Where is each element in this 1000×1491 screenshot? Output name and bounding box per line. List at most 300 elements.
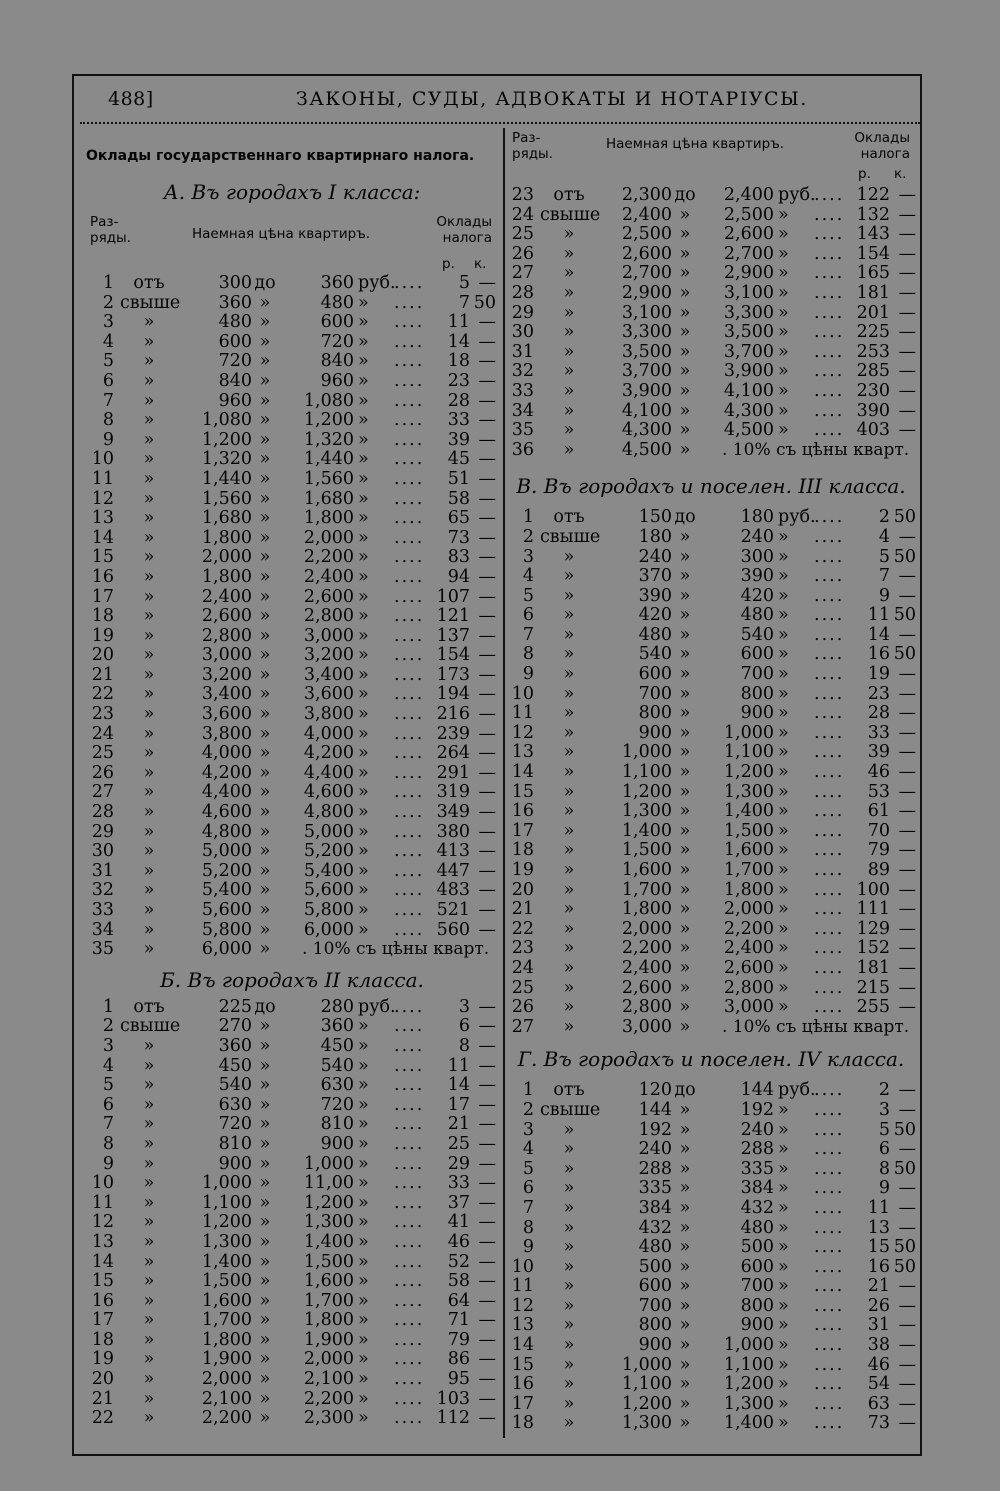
rank-number: 18	[91, 606, 114, 627]
rent-unit: »	[778, 1335, 789, 1356]
rank-word: »	[563, 1119, 575, 1140]
rent-to: 720	[320, 331, 354, 352]
section-g-heading: Г. Въ городахъ и поселен. IV класса.	[517, 1047, 905, 1072]
rent-unit: »	[358, 919, 369, 940]
tax-kopecks: —	[898, 341, 916, 362]
table-v	[506, 508, 916, 1037]
rank-word: »	[143, 390, 155, 411]
table-row	[506, 402, 916, 422]
rent-to: 5,200	[303, 841, 354, 862]
tax-kopecks: —	[898, 282, 916, 303]
rent-to: 1,680	[303, 488, 354, 509]
leader-dots: ....	[394, 312, 425, 333]
leader-dots: ....	[394, 1251, 425, 1272]
rank-word: »	[143, 841, 155, 862]
rent-to: 1,800	[723, 879, 774, 900]
rent-from: 180	[638, 526, 672, 547]
rent-to-word: »	[679, 400, 691, 421]
rent-from: 450	[218, 1055, 252, 1076]
rank-number: 7	[522, 1197, 534, 1218]
rank-number: 19	[511, 860, 534, 880]
rent-to-word: »	[259, 1290, 271, 1311]
rent-to-word: »	[679, 1139, 691, 1160]
tax-rubles: 39	[447, 429, 470, 450]
rank-number: 23	[511, 938, 534, 959]
rent-to-word: »	[259, 390, 271, 411]
tax-kopecks: —	[478, 723, 496, 744]
rent-unit: »	[778, 957, 789, 978]
table-row	[506, 822, 916, 842]
table-row	[506, 1018, 916, 1038]
rent-unit: »	[358, 1035, 369, 1056]
rent-from: 5,000	[201, 841, 252, 862]
rent-unit: »	[778, 605, 789, 626]
tax-kopecks: 50	[893, 1237, 916, 1258]
rent-from: 3,000	[621, 1016, 672, 1037]
table-row	[506, 802, 916, 822]
rent-to: 840	[320, 351, 354, 372]
rent-to-word: »	[679, 742, 691, 763]
rent-to: 1,600	[723, 840, 774, 861]
rank-number: 11	[91, 1192, 114, 1213]
rent-to: 2,400	[723, 185, 774, 205]
rank-word: »	[563, 566, 575, 587]
rank-word: »	[563, 361, 575, 382]
rank-word: »	[563, 420, 575, 441]
rent-unit: »	[358, 1016, 369, 1037]
table-row	[506, 284, 916, 304]
table-row	[86, 881, 498, 901]
table-row	[506, 1160, 916, 1180]
rent-unit: »	[358, 1408, 369, 1429]
tax-rubles: 239	[436, 723, 470, 744]
table-row	[506, 939, 916, 959]
rent-from: 6,000	[201, 939, 252, 960]
rent-to: 2,200	[723, 918, 774, 939]
table-row	[86, 1135, 498, 1155]
tax-kopecks: —	[898, 322, 916, 343]
rent-unit: »	[358, 762, 369, 783]
rent-to: 1,000	[723, 722, 774, 743]
tax-rubles: 154	[856, 243, 890, 264]
rent-unit: руб.	[358, 996, 396, 1017]
table-row	[86, 1037, 498, 1057]
rent-from: 1,700	[621, 879, 672, 900]
rent-to-word: »	[259, 704, 271, 725]
tax-kopecks: —	[478, 900, 496, 920]
tax-kopecks: —	[478, 1329, 496, 1350]
rank-number: 15	[511, 781, 534, 802]
tax-rubles: 225	[856, 322, 890, 343]
leader-dots: ....	[394, 821, 425, 842]
rent-from: 500	[638, 1256, 672, 1277]
rent-to-word: »	[679, 879, 691, 900]
rank-word: »	[143, 1251, 155, 1272]
leader-dots: ....	[814, 1099, 845, 1120]
leader-dots: ....	[394, 762, 425, 783]
rank-number: 24	[511, 957, 534, 978]
tax-rubles: 37	[447, 1192, 470, 1213]
table-row	[86, 1057, 498, 1077]
rent-unit: »	[358, 743, 369, 764]
table-row	[506, 1258, 916, 1278]
leader-dots: ....	[814, 1197, 845, 1218]
rent-to-word: »	[259, 1231, 271, 1252]
rank-number: 7	[522, 624, 534, 645]
rent-from: 300	[218, 273, 252, 293]
rank-number: 17	[91, 1310, 114, 1331]
rent-to-word: »	[259, 782, 271, 803]
rent-unit: »	[778, 224, 789, 245]
rank-word: »	[143, 586, 155, 607]
rank-number: 13	[91, 508, 114, 529]
tax-rubles: 83	[447, 547, 470, 568]
tax-kopecks: —	[898, 664, 916, 685]
tax-rubles: 61	[867, 801, 890, 822]
rent-to: 900	[740, 703, 774, 724]
rank-number: 28	[511, 282, 534, 303]
leader-dots: ....	[814, 185, 845, 205]
tax-kopecks: —	[478, 1114, 496, 1135]
leader-dots: ....	[814, 204, 845, 225]
table-row	[86, 548, 498, 568]
rent-unit: »	[778, 1295, 789, 1316]
rank-word: »	[563, 957, 575, 978]
tax-kopecks: —	[898, 380, 916, 401]
leader-dots: ....	[814, 722, 845, 743]
leader-dots: ....	[814, 918, 845, 939]
rank-word: »	[143, 1329, 155, 1350]
rent-from: 600	[638, 664, 672, 685]
tax-rubles: 11	[447, 1055, 470, 1076]
leader-dots: ....	[814, 1158, 845, 1179]
leader-dots: ....	[814, 762, 845, 783]
rent-unit: »	[778, 918, 789, 939]
table-row	[86, 1272, 498, 1292]
rent-unit: »	[358, 1388, 369, 1409]
rank-word: »	[143, 1153, 155, 1174]
rank-word: »	[563, 546, 575, 567]
rent-to: 2,000	[303, 1349, 354, 1370]
leader-dots: ....	[394, 860, 425, 881]
rent-from: 1,300	[621, 1413, 672, 1434]
leader-dots: ....	[814, 1354, 845, 1375]
rent-to: 540	[320, 1055, 354, 1076]
tax-kopecks: —	[478, 1310, 496, 1331]
rent-from: 2,000	[201, 547, 252, 568]
table-row	[506, 1081, 916, 1101]
leader-dots: ....	[394, 1192, 425, 1213]
tax-kopecks: —	[898, 526, 916, 547]
rent-to: 5,600	[303, 880, 354, 901]
rent-from: 2,100	[201, 1388, 252, 1409]
rent-to-word: »	[679, 322, 691, 343]
rent-unit: »	[358, 645, 369, 666]
rent-from: 630	[218, 1094, 252, 1115]
rank-number: 24	[511, 204, 534, 225]
leader-dots: ....	[814, 820, 845, 841]
rank-number: 26	[511, 243, 534, 264]
rank-number: 29	[91, 821, 114, 842]
leader-dots: ....	[394, 292, 425, 313]
header-rank: Раз- ряды.	[512, 130, 553, 162]
tax-rubles: 181	[856, 957, 890, 978]
rent-to-word: »	[259, 1055, 271, 1076]
rent-unit: »	[778, 820, 789, 841]
rank-number: 4	[102, 1055, 114, 1076]
rent-to: 4,000	[303, 723, 354, 744]
rent-unit: »	[778, 1139, 789, 1160]
rank-word: »	[143, 1173, 155, 1194]
rent-unit: »	[778, 585, 789, 606]
rent-unit: »	[358, 606, 369, 627]
rent-to: 800	[740, 683, 774, 704]
tax-rubles: 6	[878, 1139, 890, 1160]
rent-from: 700	[638, 683, 672, 704]
rent-from: 4,200	[201, 762, 252, 783]
tax-rubles: 33	[447, 410, 470, 431]
rent-to: 2,200	[303, 1388, 354, 1409]
rank-number: 11	[511, 703, 534, 724]
rank-word: »	[563, 1158, 575, 1179]
rent-unit: »	[778, 840, 789, 861]
leader-dots: ....	[394, 880, 425, 901]
rent-to-word: »	[259, 351, 271, 372]
tax-kopecks: —	[478, 880, 496, 901]
tax-rubles: 46	[447, 1231, 470, 1252]
rank-word: »	[143, 1231, 155, 1252]
rent-to: 2,400	[723, 938, 774, 959]
rank-word: »	[143, 1388, 155, 1409]
rent-from: 1,800	[621, 899, 672, 920]
tax-rubles: 7	[458, 292, 470, 313]
rank-word: »	[563, 938, 575, 959]
rent-to: 900	[320, 1133, 354, 1154]
rank-number: 27	[511, 1016, 534, 1037]
rank-word: »	[563, 439, 575, 460]
leader-dots: ....	[814, 1413, 845, 1434]
column-divider	[503, 128, 505, 1438]
rent-to: 480	[740, 1217, 774, 1238]
tax-kopecks: —	[898, 624, 916, 645]
rent-from: 240	[638, 546, 672, 567]
rent-to: 2,000	[303, 527, 354, 548]
rank-word: свыше	[540, 204, 601, 225]
table-row	[506, 920, 916, 940]
table-row	[506, 979, 916, 999]
tax-rubles: 95	[447, 1369, 470, 1390]
page-header	[36, 88, 916, 120]
rank-number: 8	[102, 410, 114, 431]
rank-number: 32	[91, 880, 114, 901]
rent-unit: »	[778, 683, 789, 704]
leader-dots: ....	[394, 273, 425, 293]
leader-dots: ....	[814, 1276, 845, 1297]
rent-to-word: »	[259, 331, 271, 352]
tax-rubles: 33	[447, 1173, 470, 1194]
table-row	[86, 685, 498, 705]
rent-to-word: »	[679, 624, 691, 645]
leader-dots: ....	[814, 957, 845, 978]
rent-from: 390	[638, 585, 672, 606]
rank-word: »	[143, 782, 155, 803]
table-header-right	[506, 128, 916, 186]
rent-to: 5,800	[303, 900, 354, 920]
rent-from: 1,200	[621, 781, 672, 802]
tax-kopecks: —	[478, 1408, 496, 1429]
rank-number: 5	[522, 585, 534, 606]
rank-number: 11	[511, 1276, 534, 1297]
rent-to-word: »	[679, 585, 691, 606]
tax-rubles: 291	[436, 762, 470, 783]
leader-dots: ....	[394, 1055, 425, 1076]
rank-number: 17	[511, 820, 534, 841]
rank-word: »	[563, 224, 575, 245]
tax-kopecks: —	[478, 1173, 496, 1194]
header-rank: Раз- ряды.	[90, 214, 131, 246]
rent-from: 480	[638, 1237, 672, 1258]
rent-from: 1,100	[621, 762, 672, 783]
rent-to-word: »	[259, 292, 271, 313]
rent-unit: »	[358, 547, 369, 568]
rank-number: 15	[511, 1354, 534, 1375]
leader-dots: ....	[814, 801, 845, 822]
rent-from: 144	[638, 1099, 672, 1120]
rank-word: »	[143, 1212, 155, 1233]
rent-unit: »	[778, 1393, 789, 1414]
rent-to: 11,00	[303, 1173, 354, 1194]
table-row	[86, 431, 498, 451]
rent-to: 1,560	[303, 468, 354, 489]
leader-dots: ....	[394, 606, 425, 627]
rent-to-word: »	[259, 1388, 271, 1409]
leader-dots: ....	[814, 781, 845, 802]
table-row	[506, 1179, 916, 1199]
rent-to-word: »	[259, 645, 271, 666]
rank-word: »	[563, 664, 575, 685]
leader-dots: ....	[394, 1035, 425, 1056]
rent-from: 2,000	[621, 918, 672, 939]
table-row	[506, 1297, 916, 1317]
rank-word: »	[143, 743, 155, 764]
rank-number: 14	[91, 527, 114, 548]
rent-to: 1,700	[303, 1290, 354, 1311]
rank-word: »	[143, 919, 155, 940]
rank-number: 23	[511, 185, 534, 205]
rent-to: 960	[320, 370, 354, 391]
rank-number: 1	[102, 273, 114, 293]
rent-to-word: »	[259, 1349, 271, 1370]
rent-to-word: »	[259, 1329, 271, 1350]
rent-from: 4,100	[621, 400, 672, 421]
main-title: Оклады государственнаго квартирнаго налога.	[86, 148, 475, 164]
rent-to-word: »	[679, 957, 691, 978]
tax-kopecks: —	[478, 390, 496, 411]
rank-number: 34	[91, 919, 114, 940]
rent-to-word: »	[259, 860, 271, 881]
leader-dots: ....	[814, 1237, 845, 1258]
tax-kopecks: —	[898, 722, 916, 743]
table-row	[506, 763, 916, 783]
rank-number: 6	[102, 1094, 114, 1115]
leader-dots: ....	[814, 605, 845, 626]
tax-rubles: 560	[436, 919, 470, 940]
rank-word: »	[143, 468, 155, 489]
rent-to-word: »	[679, 1295, 691, 1316]
rank-number: 18	[511, 840, 534, 861]
tax-rubles: 71	[447, 1310, 470, 1331]
tax-rubles: 16	[867, 644, 890, 665]
rent-from: 4,600	[201, 802, 252, 823]
rent-to-word: »	[679, 1158, 691, 1179]
rent-to: 335	[740, 1158, 774, 1179]
rank-word: »	[143, 312, 155, 333]
tax-kopecks: —	[898, 361, 916, 382]
leader-dots: ....	[394, 508, 425, 529]
tax-kopecks: —	[898, 977, 916, 998]
rent-to-word: »	[259, 566, 271, 587]
tax-kopecks: —	[898, 1276, 916, 1297]
tax-kopecks: —	[478, 351, 496, 372]
tax-rubles: 137	[436, 625, 470, 646]
tax-rubles: 86	[447, 1349, 470, 1370]
rent-to-word: »	[679, 860, 691, 880]
rank-word: »	[563, 341, 575, 362]
rent-to: 810	[320, 1114, 354, 1135]
rent-to: 600	[740, 644, 774, 665]
rent-to-word: »	[679, 664, 691, 685]
rank-word: »	[143, 370, 155, 391]
rent-to-word: »	[259, 664, 271, 685]
rent-to: 4,100	[723, 380, 774, 401]
rank-number: 6	[522, 605, 534, 626]
rent-to: 2,900	[723, 263, 774, 284]
rent-to: 192	[740, 1099, 774, 1120]
table-row	[506, 900, 916, 920]
table-row	[86, 1370, 498, 1390]
table-row	[506, 881, 916, 901]
tax-rubles: 23	[867, 683, 890, 704]
table-b-part2	[506, 186, 916, 460]
tax-rubles: 58	[447, 1271, 470, 1292]
rent-to-word: »	[259, 1133, 271, 1154]
rent-unit: »	[358, 821, 369, 842]
tax-kopecks: —	[898, 400, 916, 421]
tax-kopecks: —	[478, 645, 496, 666]
tax-rubles: 26	[867, 1295, 890, 1316]
rent-from: 1,440	[201, 468, 252, 489]
rent-to-word: »	[259, 821, 271, 842]
tax-rubles: 2	[878, 1080, 890, 1101]
table-row	[506, 225, 916, 245]
leader-dots: ....	[814, 1217, 845, 1238]
rent-from: 5,800	[201, 919, 252, 940]
rent-unit: »	[778, 742, 789, 763]
tax-kopecks: 50	[893, 605, 916, 626]
table-row	[506, 606, 916, 626]
rank-word: »	[563, 302, 575, 323]
rent-to-word: »	[679, 1016, 691, 1037]
rent-unit: »	[778, 762, 789, 783]
leader-dots: ....	[394, 1173, 425, 1194]
tax-kopecks: —	[478, 508, 496, 529]
rank-number: 8	[522, 644, 534, 665]
rent-to: 1,600	[303, 1271, 354, 1292]
rent-to-word: до	[254, 273, 276, 293]
table-row	[506, 421, 916, 441]
tax-kopecks: —	[478, 743, 496, 764]
leader-dots: ....	[394, 1388, 425, 1409]
